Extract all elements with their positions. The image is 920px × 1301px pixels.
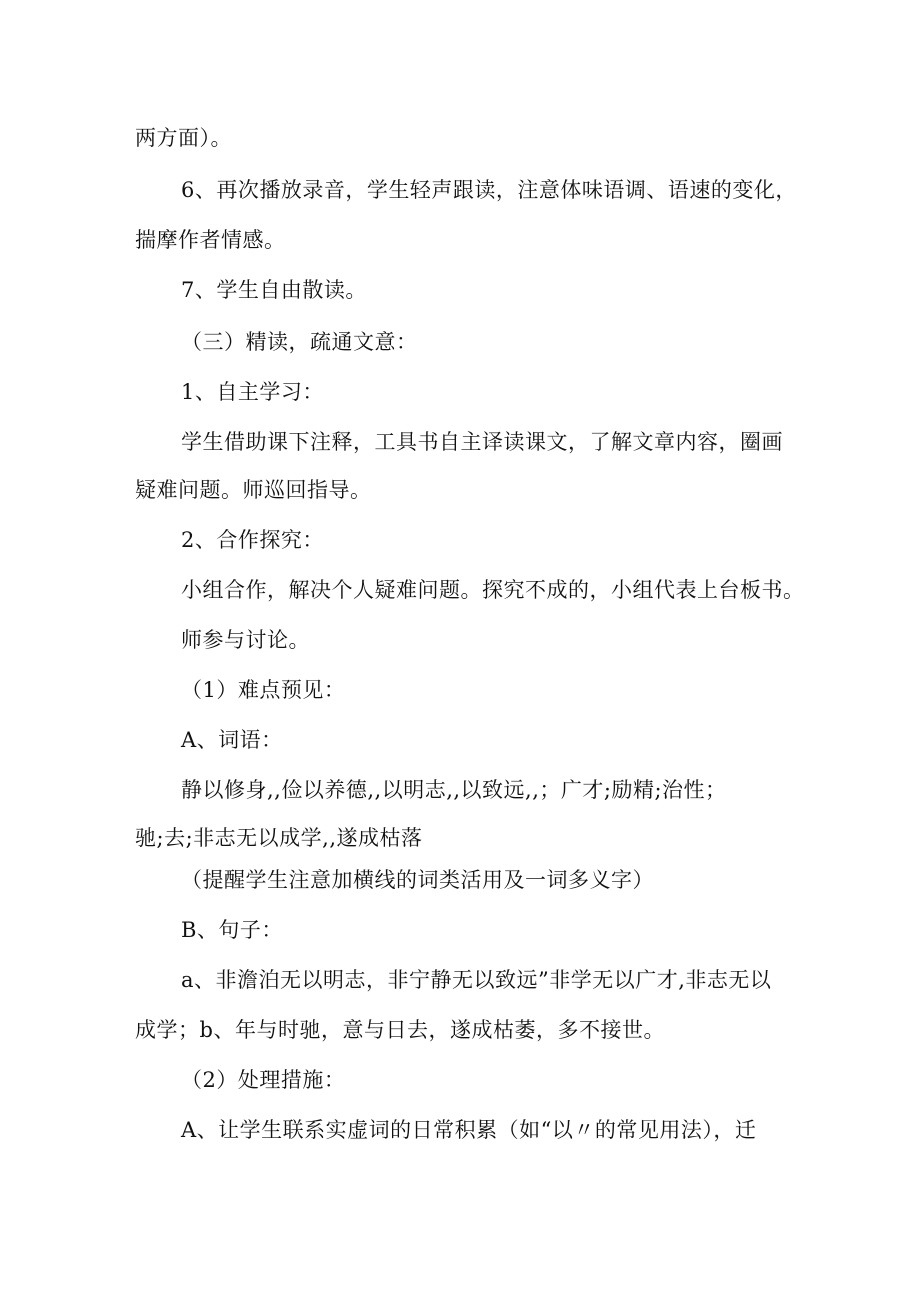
text-line: 两方面）。: [135, 126, 232, 150]
text-line: 静以修身,,俭以养德,,以明志,,以致远,,；广才;励精;治性；: [181, 778, 727, 802]
text-line: 7、学生自由散读。: [181, 278, 367, 302]
text-line: 师参与讨论。: [181, 628, 310, 652]
text-line: （1）难点预见：: [181, 678, 346, 702]
text-line: 1、自主学习：: [181, 380, 324, 404]
text-line: A、词语：: [181, 728, 283, 752]
text-line: 成学；b、年与时驰，意与日去，遂成枯萎，多不接世。: [135, 1018, 665, 1042]
text-line: a、非澹泊无以明志，非宁静无以致远”非学无以广才,非志无以: [181, 968, 772, 992]
section-heading: （三）精读，疏通文意：: [181, 330, 418, 354]
text-line: （提醒学生注意加横线的词类活用及一词多义字）: [181, 868, 654, 892]
text-line: 学生借助课下注释，工具书自主译读课文，了解文章内容，圈画: [181, 430, 783, 454]
text-line: 小组合作，解决个人疑难问题。探究不成的，小组代表上台板书。: [181, 578, 805, 602]
text-line: 6、再次播放录音，学生轻声跟读，注意体味语调、语速的变化，: [181, 178, 797, 202]
text-line: B、句子：: [181, 918, 283, 942]
text-line: 疑难问题。师巡回指导。: [135, 478, 372, 502]
text-line: 2、合作探究：: [181, 528, 324, 552]
text-line: 揣摩作者情感。: [135, 228, 286, 252]
text-line: A、让学生联系实虚词的日常积累（如“以〃的常见用法），迁: [181, 1118, 757, 1142]
text-line: （2）处理措施：: [181, 1068, 346, 1092]
text-line: 驰;去;非志无以成学,,遂成枯落: [135, 826, 423, 850]
